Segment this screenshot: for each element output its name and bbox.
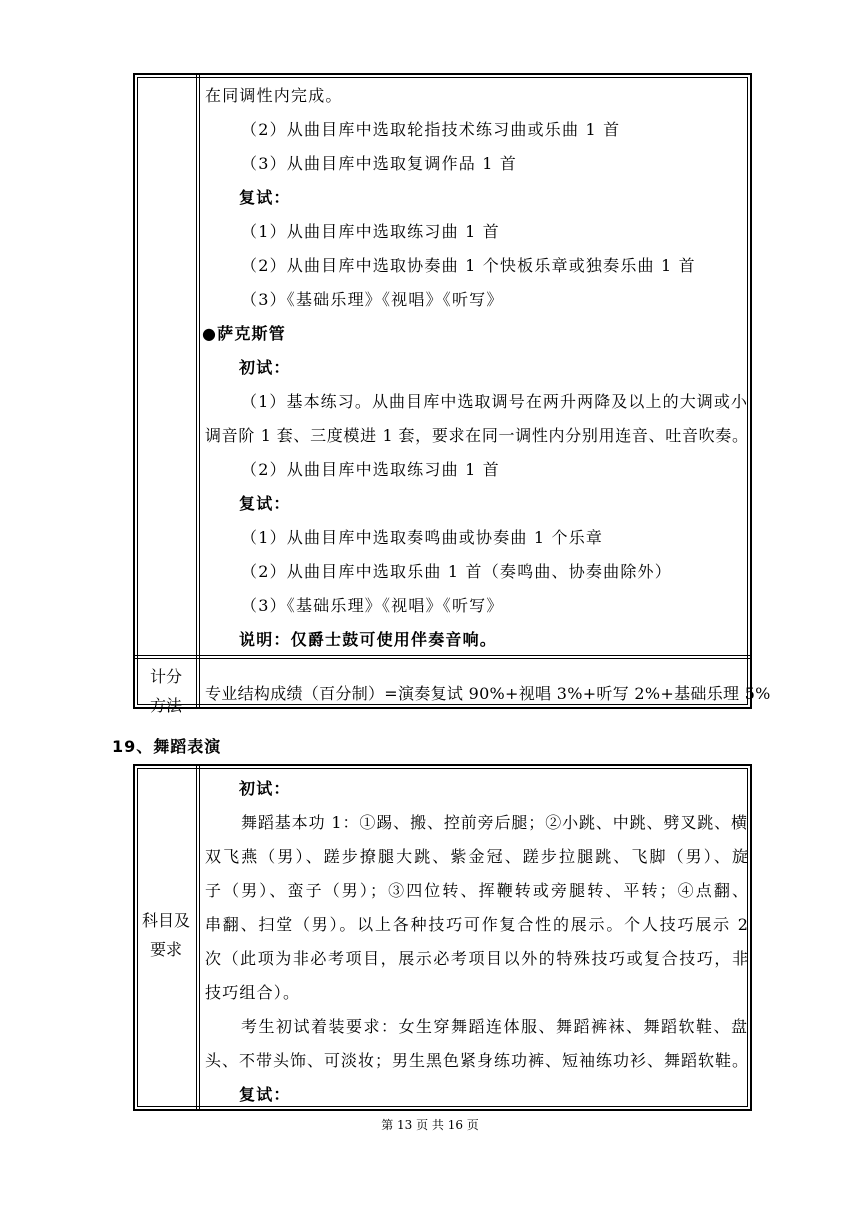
body-line: 考生初试着装要求：女生穿舞蹈连体服、舞蹈裤袜、舞蹈软鞋、盘 xyxy=(241,1017,747,1036)
body-line: （2）从曲目库中选取练习曲 1 首 xyxy=(241,460,500,479)
dance-requirements-table xyxy=(133,764,752,1111)
column-divider xyxy=(196,75,200,707)
body-line: （1）基本练习。从曲目库中选取调号在两升两降及以上的大调或小 xyxy=(241,392,747,411)
body-line: （1）从曲目库中选取奏鸣曲或协奏曲 1 个乐章 xyxy=(241,528,604,547)
subject-label-line: 要求 xyxy=(149,940,182,959)
body-line: 串翻、扫堂（男）。以上各种技巧可作复合性的展示。个人技巧展示 2 xyxy=(205,915,748,934)
body-line: 头、不带头饰、可淡妆；男生黑色紧身练功裤、短袖练功衫、舞蹈软鞋。 xyxy=(205,1051,748,1070)
subheading-first-test: 初试： xyxy=(239,358,291,377)
body-line: 调音阶 1 套、三度模进 1 套，要求在同一调性内分别用连音、吐音吹奏。 xyxy=(205,426,748,445)
subject-label-line: 科目及 xyxy=(141,911,190,930)
section-heading: 19、舞蹈表演 xyxy=(112,737,222,756)
body-line: 在同调性内完成。 xyxy=(205,86,343,105)
body-line: （3）《基础乐理》《视唱》《听写》 xyxy=(241,290,504,309)
scoring-formula: 专业结构成绩（百分制）=演奏复试 90%+视唱 3%+听写 2%+基础乐理 5% xyxy=(205,684,771,703)
body-line: （3）《基础乐理》《视唱》《听写》 xyxy=(241,596,504,615)
scoring-label-line: 方法 xyxy=(149,696,182,715)
body-line: 次（此项为非必考项目，展示必考项目以外的特殊技巧或复合技巧，非 xyxy=(205,949,748,968)
body-line: （2）从曲目库中选取乐曲 1 首（奏鸣曲、协奏曲除外） xyxy=(241,562,672,581)
scoring-label xyxy=(135,667,197,716)
page-footer: 第 13 页 共 16 页 xyxy=(381,1118,479,1132)
subheading-retest: 复试： xyxy=(239,188,291,207)
body-line: 双飞燕（男）、蹉步撩腿大跳、紫金冠、蹉步拉腿跳、飞脚（男）、旋 xyxy=(205,847,748,866)
instrument-heading-saxophone: ●萨克斯管 xyxy=(202,324,286,343)
body-line: （1）从曲目库中选取练习曲 1 首 xyxy=(241,222,500,241)
body-line: 子（男）、蛮子（男）；③四位转、挥鞭转或旁腿转、平转；④点翻、 xyxy=(205,881,748,900)
note-line: 说明：仅爵士鼓可使用伴奏音响。 xyxy=(239,630,498,649)
subheading-retest: 复试： xyxy=(239,1085,291,1104)
row-divider xyxy=(135,655,750,659)
body-line: （2）从曲目库中选取轮指技术练习曲或乐曲 1 首 xyxy=(241,120,621,139)
body-line: 舞蹈基本功 1：①踢、搬、控前旁后腿；②小跳、中跳、劈叉跳、横 xyxy=(241,813,747,832)
body-line: （3）从曲目库中选取复调作品 1 首 xyxy=(241,154,518,173)
body-line: 技巧组合）。 xyxy=(205,983,301,1002)
scoring-label-line: 计分 xyxy=(149,667,182,686)
subject-label xyxy=(135,911,197,960)
requirements-table-continued xyxy=(133,73,771,715)
body-line: （2）从曲目库中选取协奏曲 1 个快板乐章或独奏乐曲 1 首 xyxy=(241,256,696,275)
subheading-first-test: 初试： xyxy=(239,779,291,798)
subheading-retest: 复试： xyxy=(239,494,291,513)
